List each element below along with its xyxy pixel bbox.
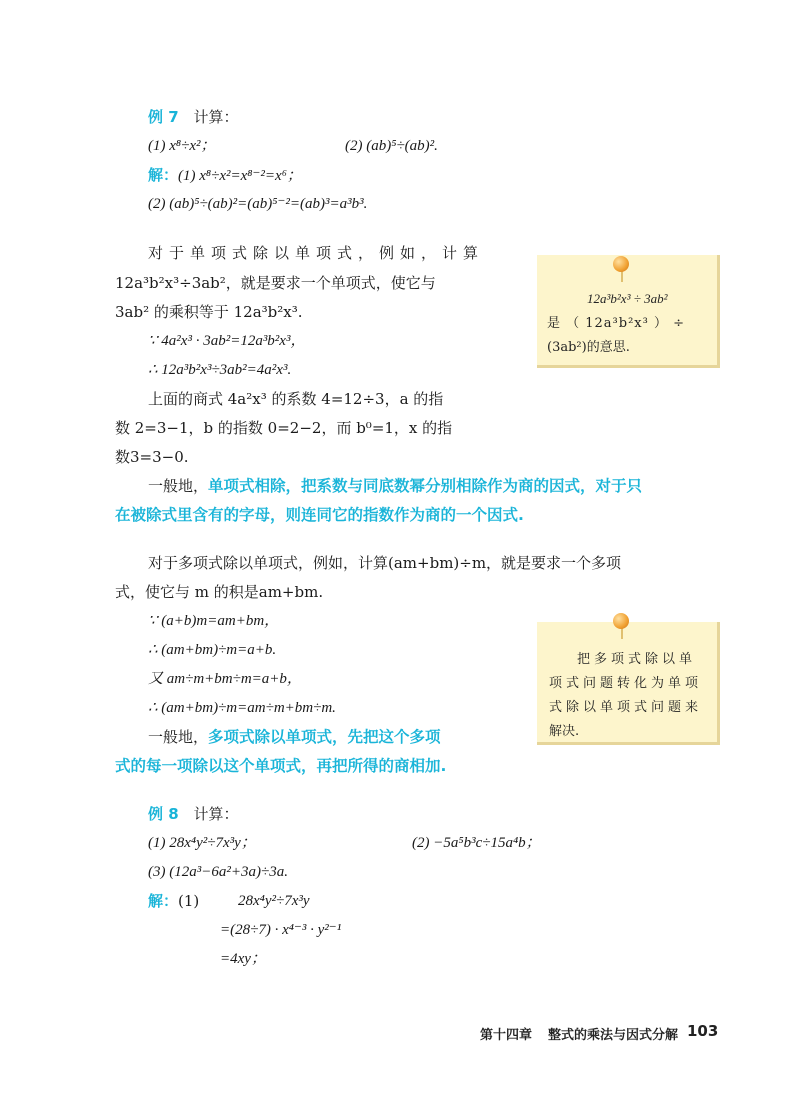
solution-label: 解： [148,892,179,910]
mono-paragraph-line-1: 对于单项式除以单项式，例如，计算 [148,244,485,262]
solution-label: 解： [148,166,179,184]
solution-number: (1) [178,892,200,910]
note-1-line-2: 是 （ 12a³b²x³ ） ÷ [547,316,686,331]
poly-paragraph-line-2: 式，使它与 m 的积是am+bm. [115,583,324,601]
pushpin-icon [613,613,629,629]
example-8-step-1: 28x⁴y²÷7x³y [238,893,310,909]
example-8-problem-1: (1) 28x⁴y²÷7x³y； [148,835,256,851]
example-8-heading [148,804,238,824]
example-8-title: 计算： [193,805,239,823]
note-2-line-1: 把多项式除以单 [577,652,697,667]
poly-also-line: 又 am÷m+bm÷m=a+b， [148,671,302,687]
side-note-1 [537,255,720,368]
example-8-step-3: =4xy； [220,951,266,967]
rule-highlight: 单项式相除，把系数与同底数幂分别相除作为商的因式，对于只 [208,477,643,495]
pushpin-icon [613,256,629,272]
mono-explain-line-3: 数3=3−0. [115,448,189,466]
mono-therefore-line: ∴ 12a³b²x³÷3ab²=4a²x³. [148,362,292,378]
example-8-step-2: =(28÷7) · x⁴⁻³ · y²⁻¹ [220,922,342,938]
example-7-problem-1: (1) x⁸÷x²； [148,138,216,154]
poly-rule-line-2: 式的每一项除以这个单项式，再把所得的商相加. [115,757,447,775]
page-number: 103 [687,1022,719,1040]
solution-step: (1) x⁸÷x²=x⁸⁻²=x⁶； [178,168,302,184]
mono-because-line: ∵ 4a²x³ · 3ab²=12a³b²x³， [148,333,306,349]
rule-prefix: 一般地， [148,728,209,746]
side-note-2 [537,622,720,745]
note-1-line-3: (3ab²)的意思. [547,340,630,355]
mono-explain-line-2: 数 2=3−1，b 的指数 0=2−2，而 b⁰=1，x 的指 [115,419,453,437]
example-7-problem-2: (2) (ab)⁵÷(ab)². [345,138,438,154]
mono-rule-line-1 [148,476,642,496]
example-7-title: 计算： [193,108,239,126]
note-2-line-4: 解决. [549,724,580,739]
mono-rule-line-2: 在被除式里含有的字母，则连同它的指数作为商的一个因式. [115,506,524,524]
example-8-problem-2: (2) −5a⁵b³c÷15a⁴b； [412,835,541,851]
poly-paragraph-line-1: 对于多项式除以单项式，例如，计算(am+bm)÷m，就是要求一个多项 [148,554,622,572]
example-7-label: 例 7 [148,108,179,126]
poly-therefore-line-2: ∴ (am+bm)÷m=am÷m+bm÷m. [148,700,336,716]
poly-therefore-line-1: ∴ (am+bm)÷m=a+b. [148,642,277,658]
footer-chapter: 第十四章 [480,1028,533,1043]
poly-because-line: ∵ (a+b)m=am+bm， [148,613,280,629]
example-8-problem-3: (3) (12a³−6a²+3a)÷3a. [148,864,288,880]
mono-explain-line-1: 上面的商式 4a²x³ 的系数 4=12÷3，a 的指 [148,390,444,408]
mono-paragraph-line-3: 3ab² 的乘积等于 12a³b²x³. [115,303,303,321]
poly-rule-line-1 [148,727,441,747]
rule-prefix: 一般地， [148,477,209,495]
example-7-solution-1 [148,165,302,186]
footer-title: 整式的乘法与因式分解 [548,1028,679,1043]
example-8-label: 例 8 [148,805,179,823]
note-1-line-1: 12a³b²x³ ÷ 3ab² [587,291,668,306]
rule-highlight: 多项式除以单项式，先把这个多项 [208,728,441,746]
note-2-line-3: 式除以单项式问题来 [549,700,703,715]
note-2-line-2: 项式问题转化为单项 [549,676,703,691]
example-7-heading [148,107,238,127]
mono-paragraph-line-2: 12a³b²x³÷3ab²，就是要求一个单项式，使它与 [115,274,436,292]
example-7-solution-2: (2) (ab)⁵÷(ab)²=(ab)⁵⁻²=(ab)³=a³b³. [148,196,368,212]
example-8-solution-start [148,891,199,911]
